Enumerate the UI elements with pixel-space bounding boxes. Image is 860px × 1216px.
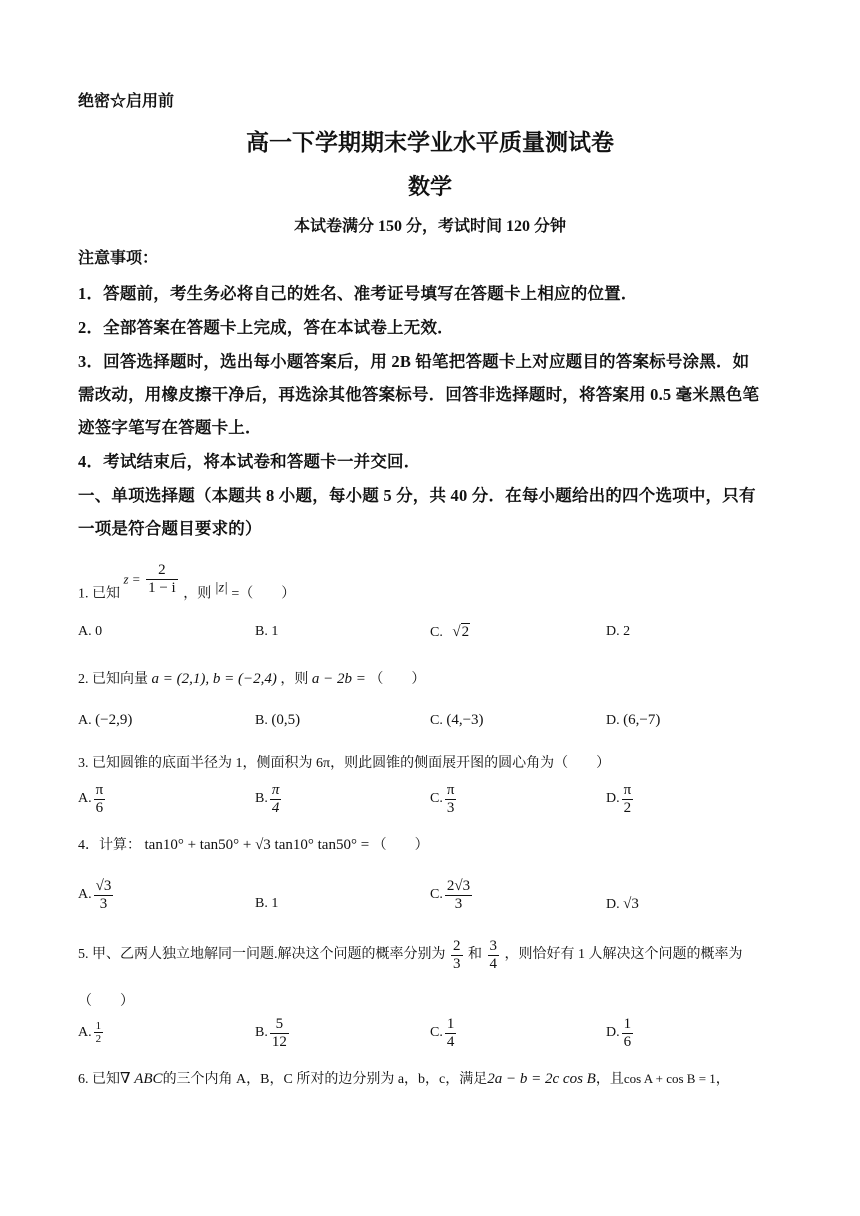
q3-b-den: 4 xyxy=(271,799,280,816)
q4-c-num: 2√3 xyxy=(446,878,471,894)
q5-option-b-label: B. xyxy=(255,1025,268,1041)
question-5-paren: （ ） xyxy=(78,994,134,1009)
q3-option-c-frac xyxy=(445,782,457,816)
q6-prefix: 6. 已知 xyxy=(78,1072,120,1087)
q5-f2-num: 3 xyxy=(489,938,497,954)
q5-c-den: 4 xyxy=(446,1033,455,1050)
q1-z: z = xyxy=(123,571,141,587)
q3-option-d-label: D. xyxy=(606,791,620,807)
q4-option-c xyxy=(430,878,474,912)
q5-f1-num: 2 xyxy=(453,938,461,954)
q5-b-num: 5 xyxy=(270,1016,289,1034)
q3-option-b xyxy=(255,782,283,816)
exam-title: 高一下学期期末学业水平质量测试卷 xyxy=(246,130,614,155)
q5-b-den: 12 xyxy=(271,1033,287,1050)
q3-b-num: π xyxy=(271,782,280,798)
q4-prefix: 4．计算： xyxy=(78,838,141,853)
q3-option-b-label: B. xyxy=(255,791,268,807)
q4-option-a-frac xyxy=(94,878,114,912)
q5-and: 和 xyxy=(468,947,482,963)
q2-prefix: 2. 已知向量 xyxy=(78,672,148,687)
notice-item-1: 1．答题前，考生务必将自己的姓名、准考证号填写在答题卡上相应的位置． xyxy=(78,284,638,303)
q2-option-c-label: C. xyxy=(430,713,443,728)
q5-d-den: 6 xyxy=(623,1033,632,1050)
q4-option-c-label: C. xyxy=(430,887,443,903)
q5-frac-2 xyxy=(488,938,500,972)
q2-option-b-label: B. xyxy=(255,713,268,728)
question-2 xyxy=(78,668,425,688)
q2-option-d xyxy=(606,712,660,729)
q1-mid: ，则 xyxy=(183,586,212,602)
question-1 xyxy=(78,562,295,603)
q2-option-a-label: A. xyxy=(78,713,92,728)
q4-c-den: 3 xyxy=(454,895,463,912)
q3-option-a xyxy=(78,782,107,816)
q2-option-c-value: (4,−3) xyxy=(446,712,484,728)
q4-option-b: B. 1 xyxy=(255,896,279,911)
q6-suffix: ， xyxy=(715,1072,730,1087)
q1-fraction xyxy=(146,562,178,596)
q5-option-d-frac xyxy=(622,1016,634,1050)
q5-option-c-label: C. xyxy=(430,1025,443,1041)
q5-d-num: 1 xyxy=(623,1016,632,1032)
q4-option-d-value: √3 xyxy=(623,896,639,912)
notice-item-2: 2．全部答案在答题卡上完成，答在本试卷上无效． xyxy=(78,318,454,337)
q1-option-c-label: C. xyxy=(430,625,443,640)
q1-option-c xyxy=(430,624,470,641)
q3-option-c-label: C. xyxy=(430,791,443,807)
q1-option-c-value: √2 xyxy=(452,624,470,640)
q6-expr-2: cos A + cos B = 1 xyxy=(623,1071,716,1086)
q2-suffix: （ ） xyxy=(369,672,426,687)
q5-option-a xyxy=(78,1020,105,1045)
q5-option-c-frac xyxy=(445,1016,457,1050)
q4-option-d xyxy=(606,896,639,913)
q5-option-a-label: A. xyxy=(78,1024,92,1040)
question-6 xyxy=(78,1068,730,1088)
q5-a-den: 2 xyxy=(95,1033,102,1046)
q5-option-b xyxy=(255,1016,291,1050)
q5-a-num: 1 xyxy=(95,1020,102,1032)
q2-option-b xyxy=(255,712,300,729)
q2-option-a xyxy=(78,712,132,729)
notice-heading: 注意事项： xyxy=(78,250,159,267)
q4-a-num: √3 xyxy=(95,878,112,894)
q2-option-d-value: (6,−7) xyxy=(623,712,661,728)
question-4 xyxy=(78,834,429,854)
q3-option-d-frac xyxy=(622,782,634,816)
q5-f1-den: 3 xyxy=(453,955,461,972)
q5-option-d xyxy=(606,1016,635,1050)
q4-option-a-label: A. xyxy=(78,887,92,903)
q1-option-d: D. 2 xyxy=(606,624,631,639)
q4-expr: tan10° + tan50° + √3 tan10° tan50° = xyxy=(144,837,370,853)
q3-d-den: 2 xyxy=(623,799,632,816)
q5-f2-den: 4 xyxy=(489,955,497,972)
notice-item-3-cont: 需改动，用橡皮擦干净后，再选涂其他答案标号．回答非选择题时，将答案用 0.5 毫米黑色笔 xyxy=(78,385,760,404)
q2-option-d-label: D. xyxy=(606,713,620,728)
q2-option-c xyxy=(430,712,484,729)
notice-item-3-cont2: 迹签字笔写在答题卡上． xyxy=(78,418,262,437)
q3-c-num: π xyxy=(446,782,455,798)
q3-a-den: 6 xyxy=(95,799,104,816)
q5-suffix: ，则恰好有 1 人解决这个问题的概率为 xyxy=(504,947,743,963)
q4-option-d-label: D. xyxy=(606,897,620,912)
q1-prefix: 1. 已知 xyxy=(78,586,120,602)
q1-option-a: A. 0 xyxy=(78,624,103,639)
q5-frac-1 xyxy=(451,938,463,972)
q3-option-a-label: A. xyxy=(78,791,92,807)
q5-prefix: 5. 甲、乙两人独立地解同一问题.解决这个问题的概率分别为 xyxy=(78,947,446,963)
q3-d-num: π xyxy=(623,782,632,798)
q3-option-c xyxy=(430,782,458,816)
section-heading: 一、单项选择题（本题共 8 小题，每小题 5 分，共 40 分．在每小题给出的四个选项中，只有 xyxy=(78,486,756,505)
q3-option-d xyxy=(606,782,635,816)
subject-title: 数学 xyxy=(407,174,452,199)
q1-num: 2 xyxy=(146,562,178,580)
q1-suffix: =（ ） xyxy=(231,586,296,602)
question-5 xyxy=(78,938,743,972)
q2-option-b-value: (0,5) xyxy=(271,712,301,728)
question-3: 3. 已知圆锥的底面半径为 1，侧面积为 6π，则此圆锥的侧面展开图的圆心角为（ ） xyxy=(78,756,611,771)
notice-item-3: 3．回答选择题时，选出每小题答案后，用 2B 铅笔把答题卡上对应题目的答案标号涂黑．如 xyxy=(78,352,750,371)
exam-info: 本试卷满分 150 分，考试时间 120 分钟 xyxy=(293,218,566,235)
q5-c-num: 1 xyxy=(446,1016,455,1032)
q5-option-c xyxy=(430,1016,458,1050)
q1-option-b: B. 1 xyxy=(255,624,279,639)
q6-triangle: ∇ ABC xyxy=(120,1071,163,1087)
q3-option-b-frac xyxy=(270,782,282,816)
q2-mid: ，则 xyxy=(280,672,309,687)
q3-option-a-frac xyxy=(94,782,106,816)
q4-option-a xyxy=(78,878,115,912)
q2-expr2: a − 2b = xyxy=(311,671,366,687)
q1-abs: |z| xyxy=(214,580,228,596)
q2-expr: a = (2,1), b = (−2,4) xyxy=(151,671,277,687)
q4-a-den: 3 xyxy=(99,895,108,912)
section-heading-cont: 一项是符合题目要求的） xyxy=(78,519,262,538)
q1-option-c-radicand: 2 xyxy=(461,624,470,640)
q3-a-num: π xyxy=(95,782,104,798)
q6-text-1: 的三个内角 A，B，C 所对的边分别为 a，b，c，满足 xyxy=(162,1072,488,1087)
q5-option-a-frac xyxy=(94,1020,104,1045)
q6-text-2: ，且 xyxy=(595,1072,624,1087)
q1-den: 1 − i xyxy=(148,579,176,596)
q5-option-b-frac xyxy=(270,1016,289,1050)
q2-option-a-value: (−2,9) xyxy=(95,712,133,728)
q4-suffix: （ ） xyxy=(372,838,429,853)
q3-c-den: 3 xyxy=(446,799,455,816)
q6-expr-1: 2a − b = 2c cos B xyxy=(487,1071,596,1087)
notice-item-4: 4．考试结束后，将本试卷和答题卡一并交回． xyxy=(78,452,421,471)
q5-option-d-label: D. xyxy=(606,1025,620,1041)
q4-option-c-frac xyxy=(445,878,472,912)
confidential-label: 绝密☆启用前 xyxy=(78,93,175,110)
